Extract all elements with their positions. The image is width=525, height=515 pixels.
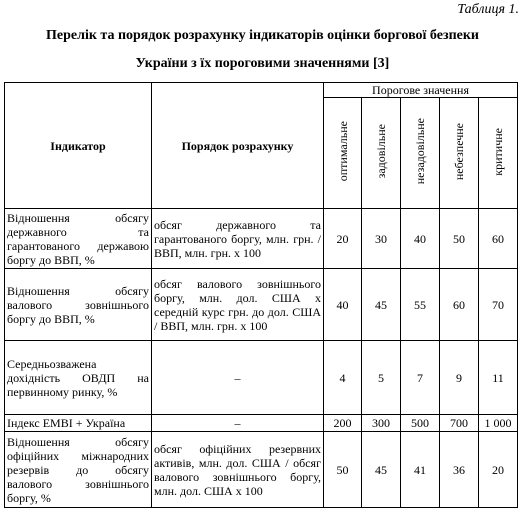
header-optimal: оптимальне [324, 98, 362, 209]
header-calculation: Порядок розрахунку [152, 83, 324, 209]
indicator-cell: Індекс ЕМВІ + Україна [5, 415, 152, 432]
table-row [5, 209, 518, 269]
table-row [5, 415, 518, 432]
table-row [5, 269, 518, 341]
value-critical: 70 [479, 269, 518, 341]
value-dangerous: 700 [440, 415, 479, 432]
value-unsatisfactory: 7 [401, 341, 440, 415]
value-satisfactory: 300 [362, 415, 401, 432]
value-satisfactory: 45 [362, 269, 401, 341]
indicators-table [4, 82, 518, 508]
table-row [5, 432, 518, 508]
table-title-line1: Перелік та порядок розрахунку індикаторів оцінки боргової безпеки [45, 28, 479, 43]
value-critical: 20 [479, 432, 518, 508]
value-dangerous: 50 [440, 209, 479, 269]
header-threshold: Порогове значення [324, 83, 518, 98]
calculation-cell: – [152, 415, 324, 432]
header-critical: критичне [479, 98, 518, 209]
value-unsatisfactory: 40 [401, 209, 440, 269]
value-unsatisfactory: 41 [401, 432, 440, 508]
value-dangerous: 60 [440, 269, 479, 341]
value-satisfactory: 45 [362, 432, 401, 508]
value-optimal: 20 [324, 209, 362, 269]
value-critical: 60 [479, 209, 518, 269]
calculation-cell: обсяг валового зовнішнього боргу, млн. дол. США х середній курс грн. до дол. США / ВВП, млн. грн. х 100 [152, 269, 324, 341]
header-satisfactory: задовільне [362, 98, 401, 209]
indicator-cell: Відношення обсягу валового зовнішнього боргу до ВВП, % [5, 269, 152, 341]
value-optimal: 200 [324, 415, 362, 432]
value-unsatisfactory: 500 [401, 415, 440, 432]
calculation-cell: обсяг державного та гарантованого боргу, млн. грн. / ВВП, млн. грн. х 100 [152, 209, 324, 269]
calculation-cell: обсяг офіційних резервних активів, млн. дол. США / обсяг валового зовнішнього боргу, млн. дол. США х 100 [152, 432, 324, 508]
indicator-cell: Середньозважена дохідність ОВДП на первинному ринку, % [5, 341, 152, 415]
value-satisfactory: 30 [362, 209, 401, 269]
calculation-cell: – [152, 341, 324, 415]
header-row-1 [5, 83, 518, 98]
value-optimal: 50 [324, 432, 362, 508]
value-dangerous: 9 [440, 341, 479, 415]
value-optimal: 40 [324, 269, 362, 341]
table-title-line2: України з їх пороговими значеннями [3] [135, 56, 390, 71]
value-satisfactory: 5 [362, 341, 401, 415]
value-optimal: 4 [324, 341, 362, 415]
value-critical: 11 [479, 341, 518, 415]
indicator-cell: Відношення обсягу державного та гарантованого державою боргу до ВВП, % [5, 209, 152, 269]
indicator-cell: Відношення обсягу офіційних міжнародних резервів до обсягу валового зовнішнього боргу, % [5, 432, 152, 508]
value-critical: 1 000 [479, 415, 518, 432]
value-dangerous: 36 [440, 432, 479, 508]
header-indicator: Індикатор [5, 83, 152, 209]
header-dangerous: небезпечне [440, 98, 479, 209]
table-caption: Таблиця 1. [457, 2, 519, 17]
table-row [5, 341, 518, 415]
value-unsatisfactory: 55 [401, 269, 440, 341]
header-unsatisfactory: незадовільне [401, 98, 440, 209]
